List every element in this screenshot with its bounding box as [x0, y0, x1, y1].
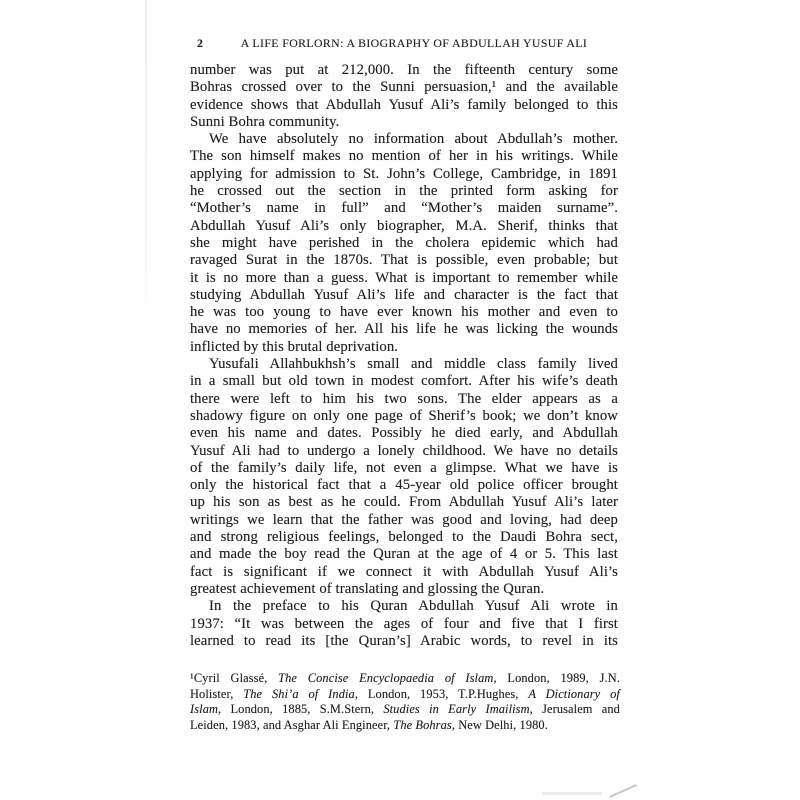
footnote-line	[190, 702, 620, 718]
text-line: it is no more than a guess. What is important to remember while	[190, 269, 618, 286]
book-title: The Shi’a of India	[243, 686, 355, 701]
body-text	[190, 62, 618, 650]
text-line: fact is significant if we connect it with Abdullah Yusuf Ali’s	[190, 563, 618, 580]
smudge-mark	[600, 784, 642, 798]
text-line: ravaged Surat in the 1870s. That is possible, even probable; but	[190, 252, 618, 269]
book-title: Islam	[190, 702, 219, 717]
text-line: he crossed out the section in the printed form asking for	[190, 183, 618, 200]
page-title: A LIFE FORLORN: A BIOGRAPHY OF ABDULLAH YUSUF ALI	[240, 36, 588, 50]
footnote-text: Leiden, 1983, and Asghar Ali Engineer,	[190, 718, 394, 733]
text-line: number was put at 212,000. In the fifteenth century some	[190, 62, 618, 78]
text-line: Sunni Bohra community.	[190, 113, 340, 130]
footnote-text: , New Delhi, 1980.	[451, 718, 548, 733]
footnote-text: , London, 1885, S.M.Stern,	[218, 702, 384, 717]
smudge-smear	[542, 792, 602, 795]
text-line: studying Abdullah Yusuf Ali’s life and character is the fact that	[190, 286, 618, 303]
footnote-text: ¹Cyril Glassé,	[190, 671, 279, 685]
text-line: writings we learn that the father was good and loving, had deep	[190, 511, 618, 528]
running-header	[190, 36, 618, 54]
text-line: The son himself makes no mention of her in his writings. While	[190, 148, 618, 165]
text-line: “Mother’s name in full” and “Mother’s maiden surname”.	[190, 200, 618, 217]
text-line: inflicted by this brutal deprivation.	[190, 338, 399, 355]
footnote-text: , London, 1989, J.N.	[493, 671, 620, 685]
footnote-text: Holister,	[190, 686, 244, 701]
page-gutter-shadow	[145, 0, 147, 308]
paragraph	[190, 356, 618, 598]
footnote	[190, 671, 620, 734]
text-line: Yusuf Ali had to undergo a lonely childhood. We have no details	[190, 442, 618, 459]
footnote-line	[190, 687, 620, 703]
text-line: evidence shows that Abdullah Yusuf Ali’s family belonged to this	[190, 96, 618, 113]
paragraph	[190, 131, 618, 356]
text-line: up his son as best as he could. From Abdullah Yusuf Ali’s later	[190, 494, 618, 511]
book-title: A Dictionary of	[528, 686, 620, 701]
text-line: in a small but old town in modest comfort. After his wife’s death	[190, 373, 618, 390]
text-line: In the preface to his Quran Abdullah Yusuf Ali wrote in	[209, 598, 618, 615]
paragraph	[190, 62, 618, 131]
text-line: applying for admission to St. John’s College, Cambridge, in 1891	[190, 165, 618, 182]
text-line: shadowy figure on only one page of Sherif’s book; we don’t know	[190, 407, 618, 424]
footnote-text: , London, 1953, T.P.Hughes,	[354, 686, 529, 701]
text-line: he was too young to have ever known his mother and even to	[190, 304, 618, 321]
smudge-stroke	[609, 784, 637, 798]
footnote-line	[190, 718, 620, 734]
text-line: and made the boy read the Quran at the age of 4 or 5. This last	[190, 546, 618, 563]
text-line: greatest achievement of translating and glossing the Quran.	[190, 580, 545, 597]
book-title: Studies in Early Imailism	[383, 702, 530, 717]
text-line: Bohras crossed over to the Sunni persuasion,¹ and the available	[190, 79, 618, 96]
text-line: have no memories of her. All his life he was licking the wounds	[190, 321, 618, 338]
footnote-text: , Jerusalem and	[529, 702, 620, 717]
text-line: Abdullah Yusuf Ali’s only biographer, M.A. Sherif, thinks that	[190, 217, 618, 234]
text-line: there were left to him his two sons. The elder appears as a	[190, 390, 618, 407]
page-number: 2	[197, 36, 204, 50]
book-title: The Bohras	[393, 718, 452, 733]
text-line: even his name and dates. Possibly he died early, and Abdullah	[190, 425, 618, 442]
text-line: of the family’s daily life, not even a glimpse. What we have is	[190, 459, 618, 476]
text-line: and strong religious feelings, belonged to the Daudi Bohra sect,	[190, 529, 618, 546]
book-title: The Concise Encyclopaedia of Islam	[278, 671, 494, 685]
footnote-line	[190, 671, 620, 687]
text-line: she might have perished in the cholera epidemic which had	[190, 234, 618, 251]
text-line: only the historical fact that a 45-year old police officer brought	[190, 477, 618, 494]
text-line: We have absolutely no information about Abdullah’s mother.	[209, 131, 618, 148]
paragraph	[190, 598, 618, 650]
text-line: 1937: “It was between the ages of four and five that I first	[190, 615, 618, 632]
text-line: learned to read its [the Quran’s] Arabic words, to revel in its	[190, 632, 618, 649]
text-line: Yusufali Allahbukhsh’s small and middle class family lived	[209, 356, 618, 373]
